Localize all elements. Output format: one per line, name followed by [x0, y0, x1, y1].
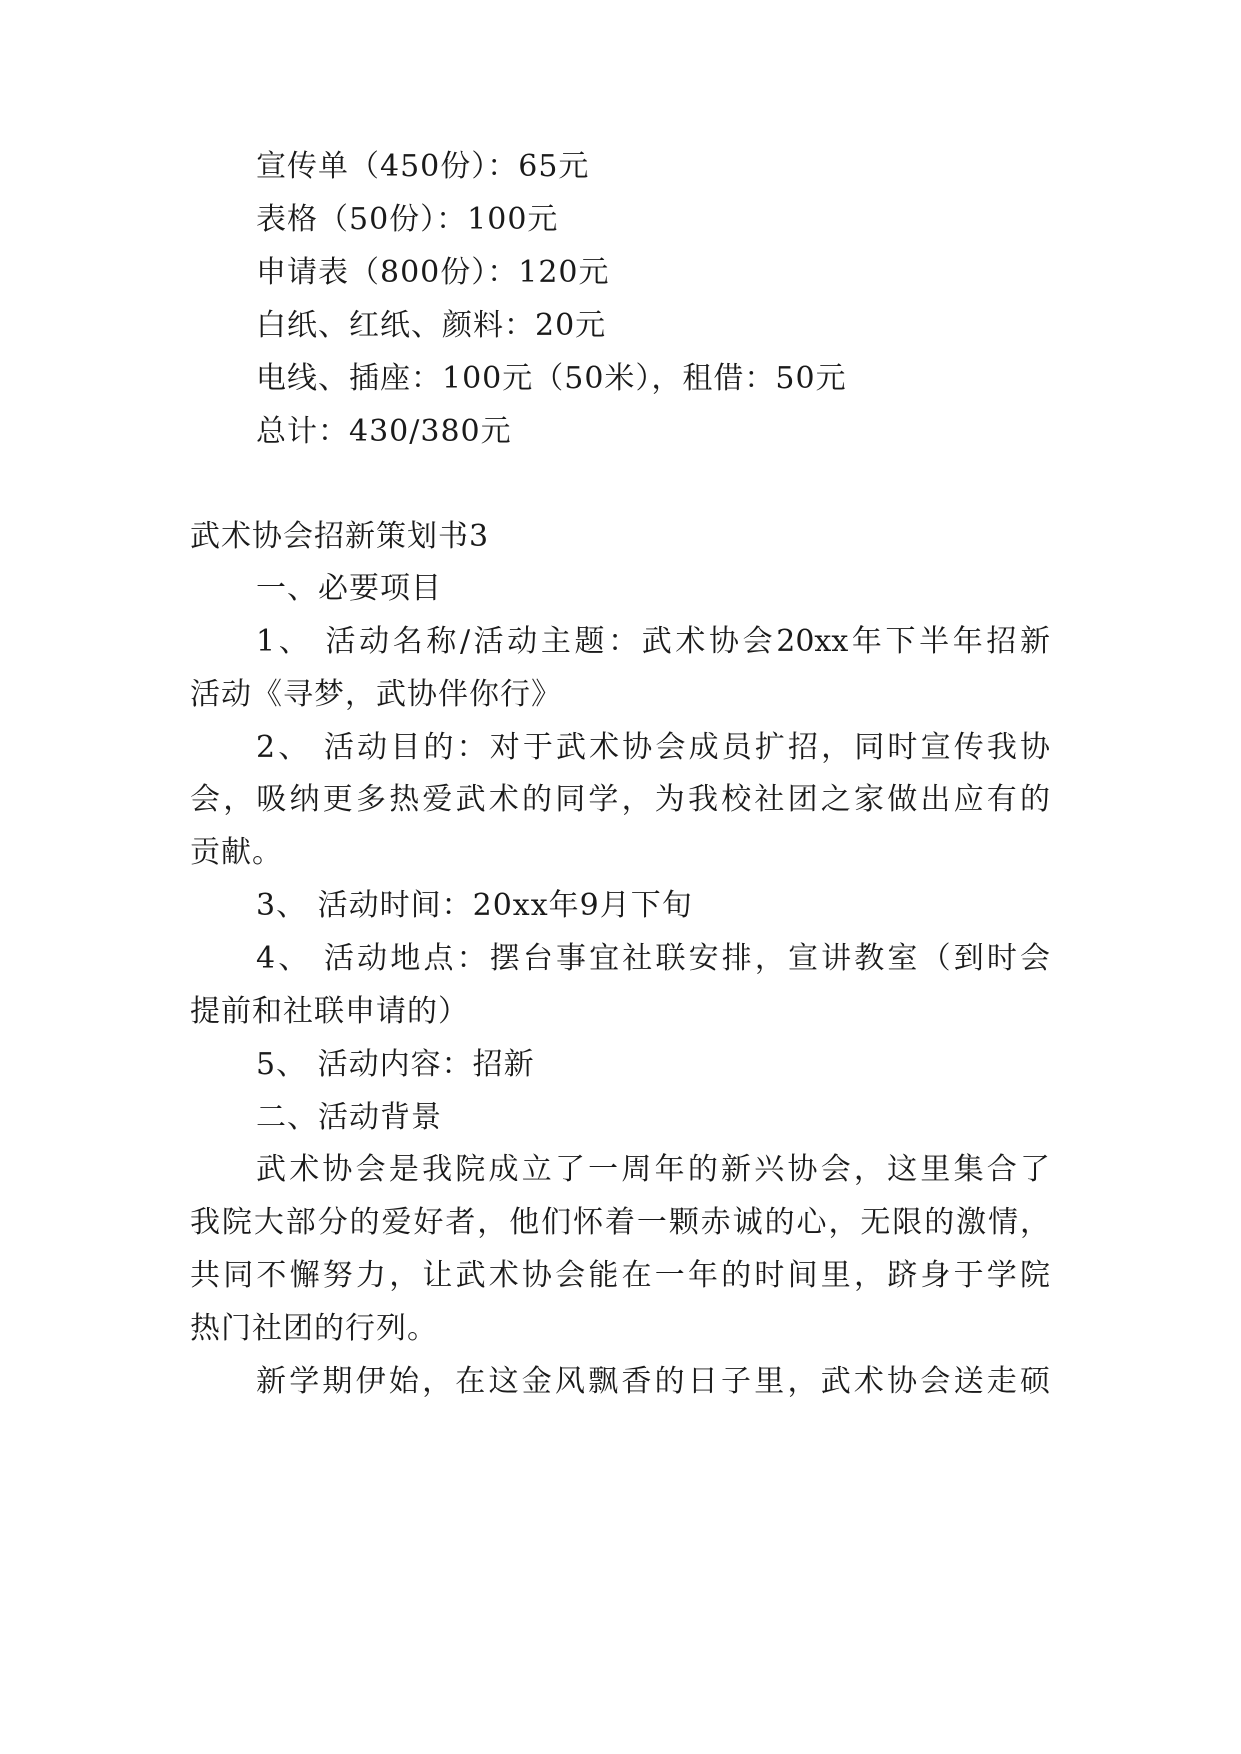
paragraph-1-line-2: 我院大部分的爱好者，他们怀着一颗赤诚的心，无限的激情， — [190, 1205, 1050, 1240]
item-2-line-2: 会，吸纳更多热爱武术的同学，为我校社团之家做出应有的 — [190, 782, 1050, 817]
budget-item-flyers: 宣传单（450份）：65元 — [256, 149, 590, 184]
section-title: 武术协会招新策划书3 — [190, 519, 490, 554]
paragraph-2-line-1: 新学期伊始，在这金风飘香的日子里，武术协会送走硕 — [256, 1364, 1050, 1399]
budget-total: 总计：430/380元 — [256, 414, 512, 449]
budget-item-wires-sockets: 电线、插座：100元（50米），租借：50元 — [256, 361, 847, 396]
budget-item-paper-paint: 白纸、红纸、颜料：20元 — [256, 308, 607, 343]
paragraph-1-line-1: 武术协会是我院成立了一周年的新兴协会，这里集合了 — [256, 1152, 1050, 1187]
item-4-line-1: 4、 活动地点：摆台事宜社联安排，宣讲教室（到时会 — [256, 941, 1050, 976]
item-5: 5、 活动内容：招新 — [256, 1047, 535, 1082]
item-1-line-1: 1、 活动名称/活动主题：武术协会20xx年下半年招新 — [256, 624, 1050, 659]
item-2-line-1: 2、 活动目的：对于武术协会成员扩招，同时宣传我协 — [256, 730, 1050, 765]
paragraph-1-line-4: 热门社团的行列。 — [190, 1311, 438, 1346]
item-4-line-2: 提前和社联申请的） — [190, 994, 469, 1029]
heading-necessary-items: 一、必要项目 — [256, 571, 442, 606]
heading-background: 二、活动背景 — [256, 1100, 442, 1135]
budget-item-application-forms: 申请表（800份）：120元 — [256, 255, 610, 290]
budget-item-forms: 表格（50份）：100元 — [256, 202, 559, 237]
item-1-line-2: 活动《寻梦，武协伴你行》 — [190, 677, 562, 712]
item-3: 3、 活动时间：20xx年9月下旬 — [256, 888, 693, 923]
item-2-line-3: 贡献。 — [190, 835, 283, 870]
paragraph-1-line-3: 共同不懈努力，让武术协会能在一年的时间里，跻身于学院 — [190, 1258, 1050, 1293]
